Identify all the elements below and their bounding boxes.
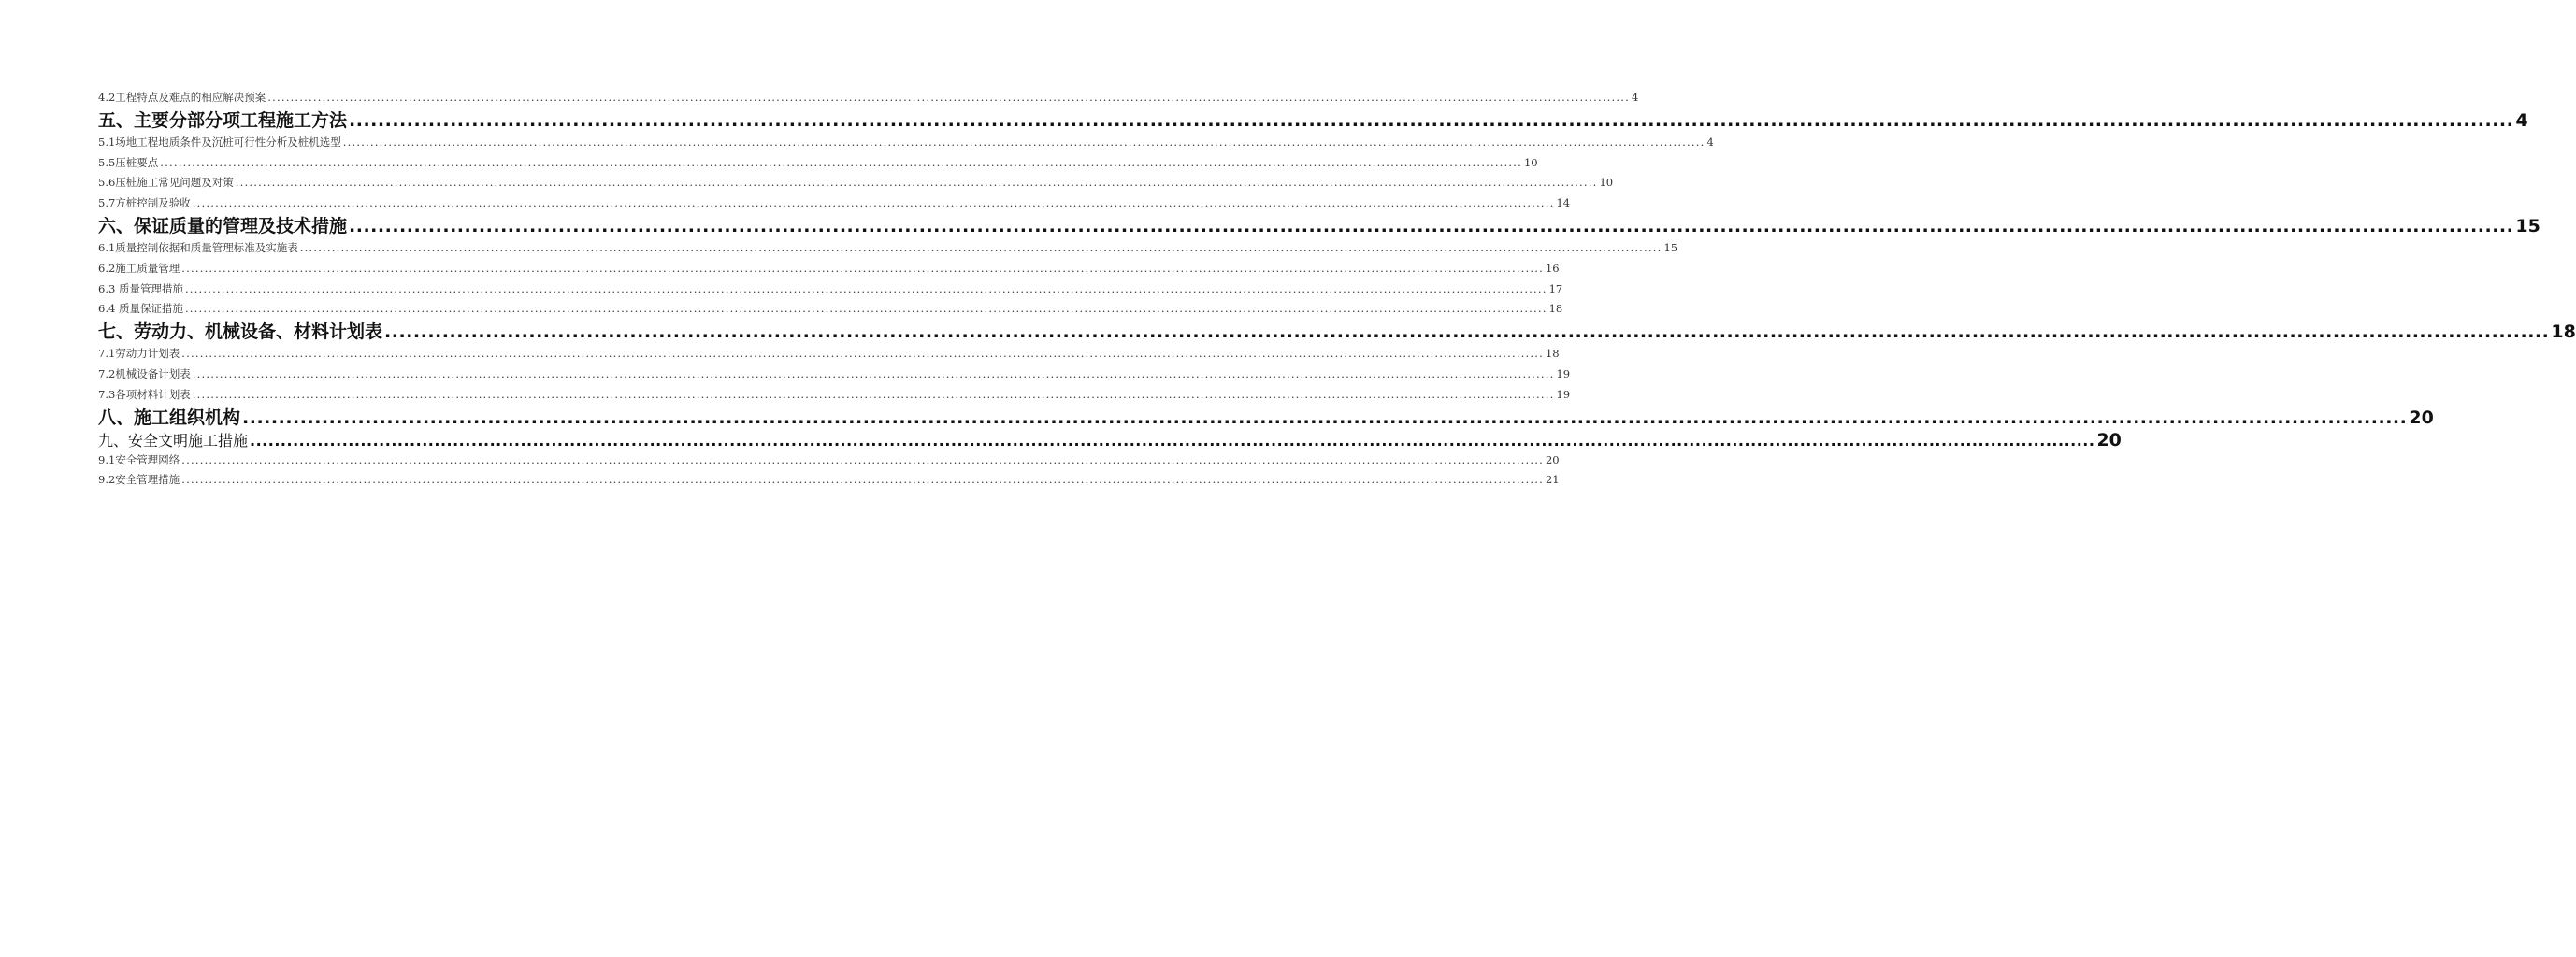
toc-page-number: 15 <box>1663 240 1678 254</box>
toc-entry-title: 7.1劳动力计划表 <box>98 347 180 361</box>
dot-leader: ............................................................................................................................................................................................................................................................................................................ <box>349 215 2514 236</box>
toc-page-number: 19 <box>1556 366 1571 380</box>
toc-section-heading[interactable] <box>98 214 2540 238</box>
toc-entry[interactable] <box>98 88 1639 108</box>
toc-entry-title: 八、施工组织机构 <box>98 407 241 428</box>
toc-entry[interactable] <box>98 193 1571 214</box>
toc-entry-title: 7.2机械设备计划表 <box>98 366 191 380</box>
toc-page-number: 10 <box>1523 155 1538 169</box>
toc-page-number: 15 <box>2515 215 2540 236</box>
toc-entry-title: 5.1场地工程地质条件及沉桩可行性分析及桩机选型 <box>98 135 341 149</box>
toc-page-number: 18 <box>1545 347 1560 361</box>
toc-section-heading[interactable] <box>98 406 2434 430</box>
toc-page-number: 18 <box>2551 321 2576 343</box>
toc-page-number: 10 <box>1599 176 1614 190</box>
dot-leader: ............................................................................................................................................................................................................................................................................................................ <box>181 347 1544 361</box>
dot-leader: ............................................................................................................................................................................................................................................................................................................ <box>299 240 1662 254</box>
toc-entry[interactable] <box>98 299 1563 320</box>
dot-leader: ............................................................................................................................................................................................................................................................................................................ <box>181 261 1544 275</box>
dot-leader: ............................................................................................................................................................................................................................................................................................................ <box>192 387 1555 401</box>
dot-leader: ............................................................................................................................................................................................................................................................................................................ <box>160 155 1522 169</box>
toc-page-number: 21 <box>1545 473 1560 487</box>
dot-leader: ............................................................................................................................................................................................................................................................................................................ <box>242 407 2408 428</box>
toc-page-number: 4 <box>1631 91 1639 104</box>
toc-entry-title: 4.2工程特点及难点的相应解决预案 <box>98 91 266 104</box>
dot-leader: ............................................................................................................................................................................................................................................................................................................ <box>250 431 2095 450</box>
toc-entry[interactable] <box>98 238 1678 259</box>
toc-entry-title: 5.6压桩施工常见问题及对策 <box>98 176 234 190</box>
toc-section-heading[interactable] <box>98 320 2576 344</box>
dot-leader: ............................................................................................................................................................................................................................................................................................................ <box>349 109 2514 131</box>
toc-entry[interactable] <box>98 385 1571 406</box>
dot-leader: ............................................................................................................................................................................................................................................................................................................ <box>267 91 1630 104</box>
toc-entry-title: 9.2安全管理措施 <box>98 473 180 487</box>
toc-entry-title: 9.1安全管理网络 <box>98 452 180 466</box>
toc-entry[interactable] <box>98 279 1563 300</box>
toc-entry[interactable] <box>98 173 1614 193</box>
toc-section-heading[interactable] <box>98 108 2528 133</box>
toc-page-number: 14 <box>1556 196 1571 210</box>
toc-page-number: 19 <box>1556 387 1571 401</box>
toc-entry[interactable] <box>98 259 1560 279</box>
toc-entry[interactable] <box>98 344 1560 364</box>
toc-page-number: 17 <box>1548 281 1563 295</box>
toc-entry-title: 5.5压桩要点 <box>98 155 159 169</box>
toc-entry-title: 五、主要分部分项工程施工方法 <box>98 109 348 131</box>
toc-entry[interactable] <box>98 470 1560 491</box>
dot-leader: ............................................................................................................................................................................................................................................................................................................ <box>184 281 1547 295</box>
toc-entry-title: 六、保证质量的管理及技术措施 <box>98 215 348 236</box>
toc-page-number: 4 <box>1706 135 1714 149</box>
toc-entry-title: 6.4 质量保证措施 <box>98 302 183 316</box>
dot-leader: ............................................................................................................................................................................................................................................................................................................ <box>342 135 1705 149</box>
toc-entry[interactable] <box>98 450 1560 471</box>
toc-entry-title: 6.2施工质量管理 <box>98 261 180 275</box>
toc-entry[interactable] <box>98 153 1538 174</box>
dot-leader: ............................................................................................................................................................................................................................................................................................................ <box>184 302 1547 316</box>
toc-page-number: 20 <box>2409 407 2434 428</box>
toc-entry-title: 七、劳动力、机械设备、材料计划表 <box>98 321 383 343</box>
dot-leader: ............................................................................................................................................................................................................................................................................................................ <box>192 366 1555 380</box>
toc-entry[interactable] <box>98 133 1714 153</box>
toc-page-number: 20 <box>1545 452 1560 466</box>
toc-entry-title: 6.3 质量管理措施 <box>98 281 183 295</box>
toc-section-heading[interactable] <box>98 429 2122 450</box>
toc-entry-title: 九、安全文明施工措施 <box>98 431 249 450</box>
table-of-contents <box>98 88 2576 491</box>
toc-entry-title: 5.7方桩控制及验收 <box>98 196 191 210</box>
toc-page-number: 4 <box>2515 109 2528 131</box>
dot-leader: ............................................................................................................................................................................................................................................................................................................ <box>192 196 1555 210</box>
dot-leader: ............................................................................................................................................................................................................................................................................................................ <box>384 321 2550 343</box>
toc-page-number: 20 <box>2096 429 2122 450</box>
toc-page-number: 16 <box>1545 261 1560 275</box>
toc-entry-title: 7.3各项材料计划表 <box>98 387 191 401</box>
toc-entry[interactable] <box>98 364 1571 385</box>
toc-entry-title: 6.1质量控制依据和质量管理标准及实施表 <box>98 240 298 254</box>
dot-leader: ............................................................................................................................................................................................................................................................................................................ <box>181 452 1544 466</box>
dot-leader: ............................................................................................................................................................................................................................................................................................................ <box>181 473 1544 487</box>
toc-page-number: 18 <box>1548 302 1563 316</box>
dot-leader: ............................................................................................................................................................................................................................................................................................................ <box>235 176 1598 190</box>
